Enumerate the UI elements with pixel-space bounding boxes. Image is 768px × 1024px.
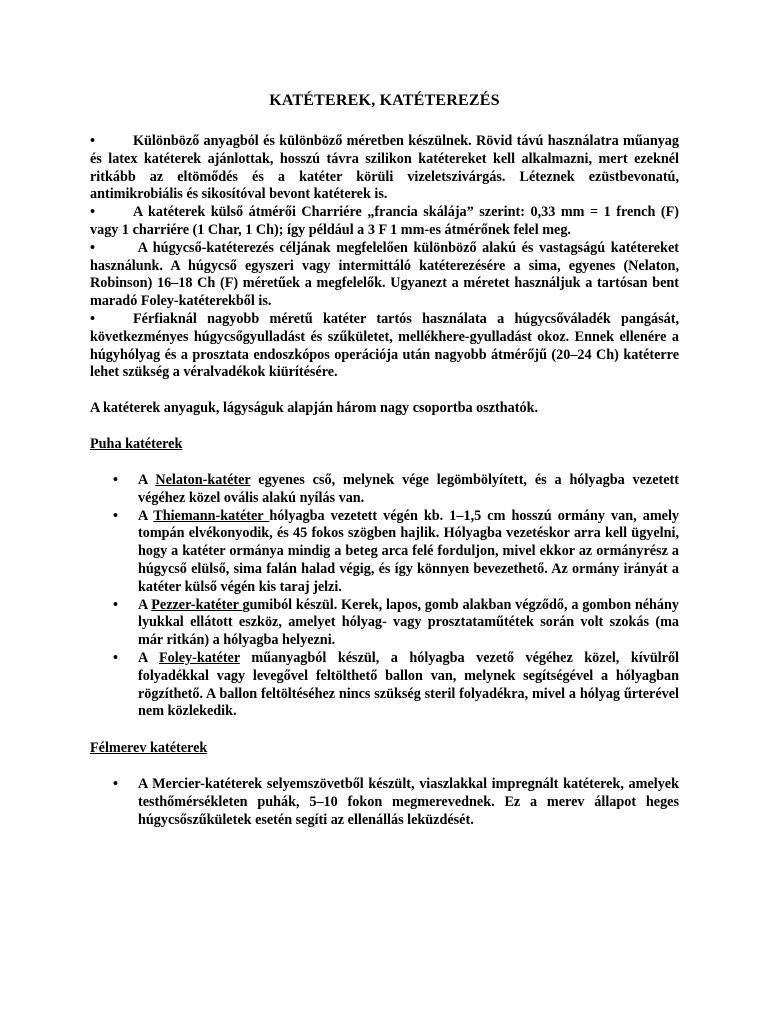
list-item: • A Thiemann-katéter hólyagba vezetett végén kb. 1–1,5 cm hosszú ormány van, amely tompán elvékonyodik, és 45 fokos szögben hajlik. Hólyagba vezetéskor arra kell ügyelni, hogy a katéter ormánya mindig a beteg arca felé forduljon, mivel ekkor az ormányrész a húgycső elülső, sima falán halad végig, és így könnyen bevezethető. Az ormány irányát a katéter külső végén kis taraj jelzi. [113, 507, 679, 595]
bullet-marker: • [90, 310, 95, 327]
list-item: • A Pezzer-katéter gumiból készül. Kerek, lapos, gomb alakban végződő, a gombon néhány lyukkal ellátott eszköz, amelyet hólyag- vagy prosztataműtétek során volt szokás (ma már ritkán) a hólyagba helyezni. [113, 596, 680, 649]
intro-paragraph: • A katéterek külső átmérői Charriére „francia skálája” szerint: 0,33 mm = 1 french (F) vagy 1 charriére (1 Char, 1 Ch); így például a 3 F 1 mm-es átmérőnek felel meg. [90, 204, 679, 238]
list-item: • A Nelaton-katéter egyenes cső, melynek vége legömbölyített, és a hólyagba vezetett végéhez közel ovális alakú nyílás van. [113, 472, 679, 506]
section-heading-semirigid: Félmerev katéterek [90, 740, 208, 756]
bullet-marker: • [113, 649, 118, 666]
catheter-term: Foley-katéter [159, 649, 240, 666]
bullet-marker: • [90, 133, 95, 149]
lead-sentence: A katéterek anyaguk, lágyságuk alapján három nagy csoportba oszthatók. [90, 400, 539, 416]
catheter-term: Nelaton-katéter [155, 472, 251, 488]
bullet-marker: • [113, 596, 118, 613]
intro-bullets [90, 133, 679, 382]
intro-paragraph: • Férfiaknál nagyobb méretű katéter tartós használata a húgycsőváladék pangását, következményes húgycsőgyulladást és szűkületet, mellékhere-gyulladást okoz. Ennek ellenére a húgyhólyag és a prosztata endoszkópos operációja után nagyobb átmérőjű (20–24 Ch) katéterre lehet szükség a véralvadékok kiürítésére. [90, 310, 679, 381]
bullet-marker: • [113, 776, 118, 792]
intro-paragraph: • Különböző anyagból és különböző méretben készülnek. Rövid távú használatra műanyag és latex katéterek ajánlottak, hosszú távra szilikon katétereket kell alkalmazni, mert ezeknél ritkább az eltömődés és a katéter körüli vizeletszivárgás. Léteznek ezüstbevonatú, antimikrobiális és sikosítóval bevont katéterek is. [90, 133, 679, 203]
list-item: • A Foley-katéter műanyagból készül, a hólyagba vezető végéhez közel, kívülről folyadékkal vagy levegővel feltölthető ballon van, melynek segítségével a hólyagban rögzíthető. A ballon feltöltéséhez nincs szükség steril folyadékra, mivel a hólyag űrterével nem közlekedik. [113, 649, 679, 720]
intro-paragraph: • A húgycső-katéterezés céljának megfelelően különböző alakú és vastagságú katétereket használunk. A húgycső egyszeri vagy intermittáló katéterezésére a sima, egyenes (Nelaton, Robinson) 16–18 Ch (F) méretűek a megfelelők. Ugyanezt a méretet használjuk a tartósan bent maradó Foley-katéterekből is. [90, 239, 679, 310]
bullet-marker: • [90, 204, 95, 221]
bullet-marker: • [113, 472, 118, 488]
bullet-marker: • [90, 239, 95, 256]
section-heading-soft: Puha katéterek [90, 436, 183, 452]
document-title: KATÉTEREK, KATÉTEREZÉS [269, 92, 500, 109]
semirigid-catheter-list [113, 776, 679, 829]
soft-catheter-list [113, 472, 679, 721]
bullet-marker: • [113, 507, 118, 524]
catheter-term: Thiemann-katéter [153, 507, 270, 524]
list-item: • A Mercier-katéterek selyemszövetből készült, viaszlakkal impregnált katéterek, amelyek testhőmérsékleten puhák, 5–10 fokon megmerevednek. Ez a merev állapot heges húgycsőszűkületek esetén segíti az ellenállás leküzdését. [113, 776, 679, 828]
catheter-term: Pezzer-katéter [151, 596, 243, 613]
